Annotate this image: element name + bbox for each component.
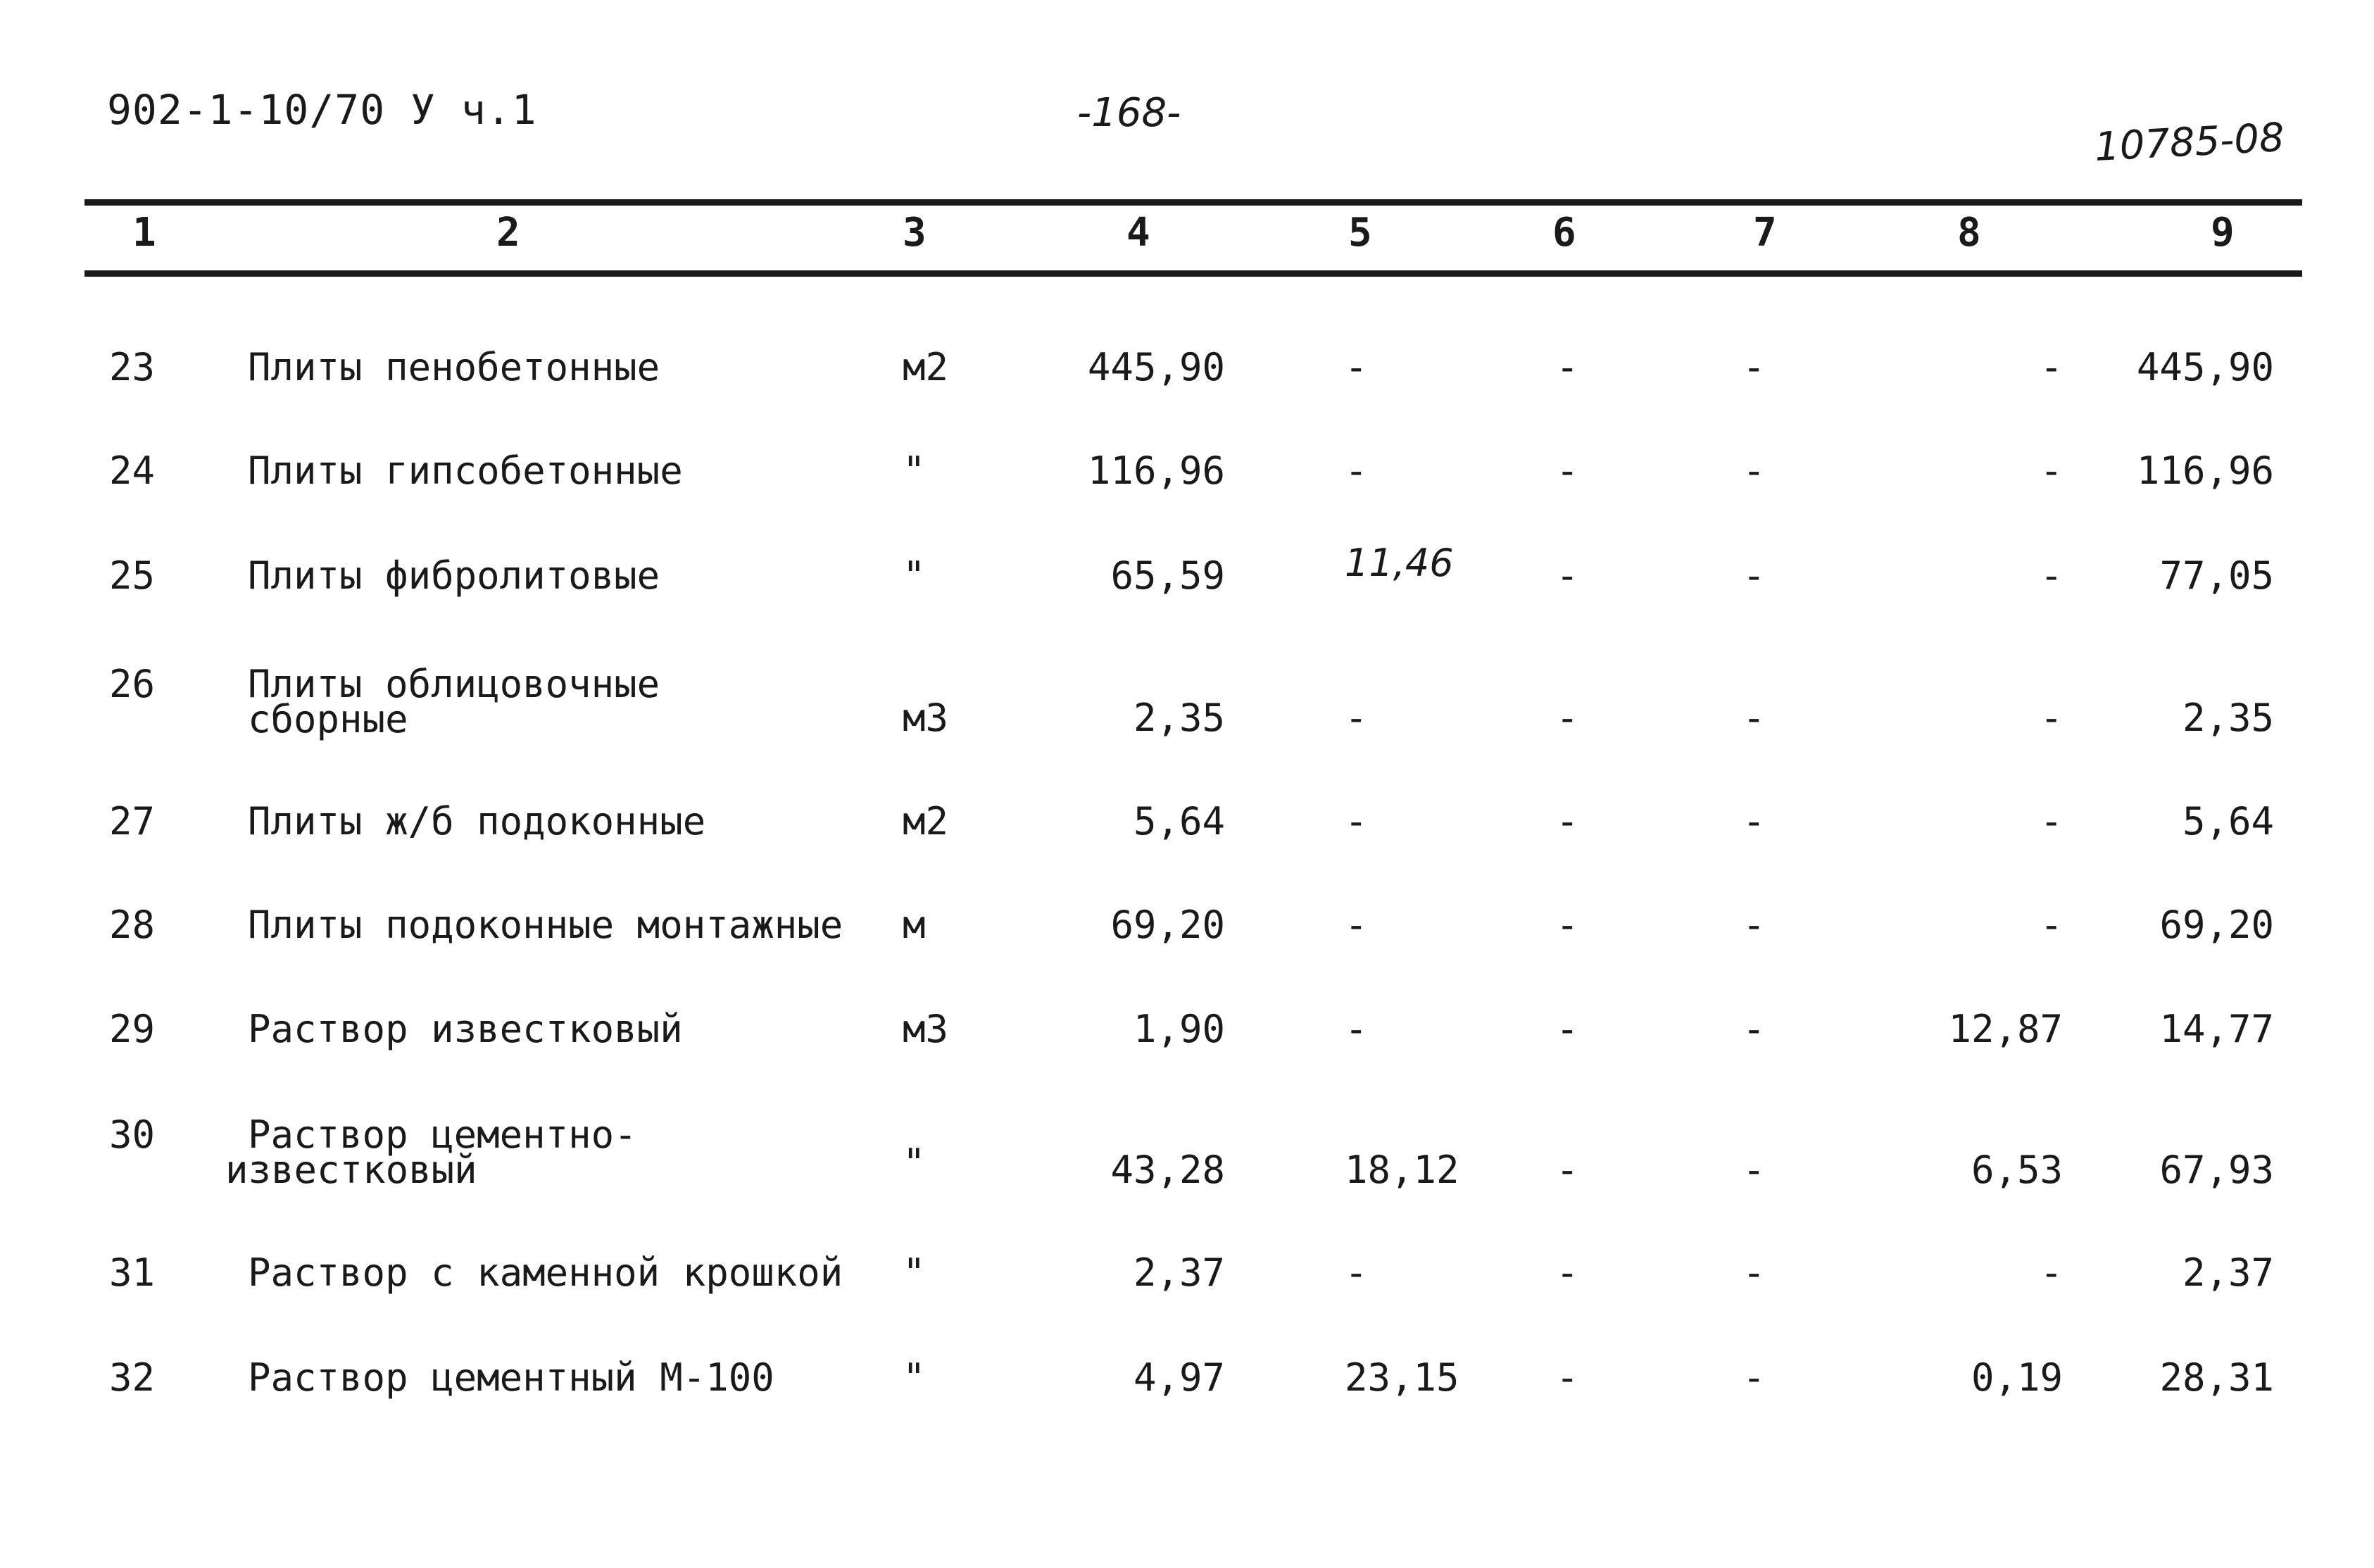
value-col5: - — [1345, 799, 1368, 843]
value-col6: - — [1556, 553, 1579, 598]
value-col6: - — [1556, 1250, 1579, 1295]
material-name-continued: известковый — [225, 1148, 477, 1192]
handwritten-value-col5: 11,46 — [1345, 541, 1454, 585]
value-col5: - — [1345, 903, 1368, 947]
value-total: 2,35 — [2182, 696, 2274, 740]
value-col8: - — [2040, 799, 2063, 843]
row-number: 28 — [109, 903, 156, 947]
value-col6: - — [1556, 903, 1579, 947]
value-col5: - — [1345, 696, 1368, 740]
value-col8: - — [2040, 345, 2063, 389]
value-col8: - — [2040, 696, 2063, 740]
material-name: Раствор известковый — [248, 1007, 683, 1051]
table-row — [0, 799, 2374, 884]
column-number: 3 — [903, 210, 927, 256]
value-col8: - — [2040, 449, 2063, 493]
value-total: 28,31 — [2159, 1355, 2274, 1400]
column-number: 5 — [1348, 210, 1372, 256]
table-row — [0, 662, 2374, 760]
value-col7: - — [1742, 696, 1766, 740]
column-number: 2 — [496, 210, 520, 256]
row-number: 30 — [109, 1112, 156, 1157]
value-col4: 43,28 — [1110, 1148, 1225, 1192]
value-total: 67,93 — [2159, 1148, 2274, 1192]
value-col6: - — [1556, 345, 1579, 389]
value-col4: 116,96 — [1087, 449, 1225, 493]
table-row — [0, 449, 2374, 533]
column-number: 7 — [1753, 210, 1777, 256]
unit: м3 — [903, 696, 949, 740]
value-total: 2,37 — [2182, 1250, 2274, 1295]
archive-number: 10785-08 — [2093, 114, 2286, 171]
row-number: 26 — [109, 662, 156, 706]
value-col5: 18,12 — [1345, 1148, 1459, 1192]
value-total: 69,20 — [2159, 903, 2274, 947]
value-total: 14,77 — [2159, 1007, 2274, 1051]
unit: " — [903, 1355, 926, 1400]
table-row — [0, 903, 2374, 987]
material-name-continued: сборные — [248, 697, 408, 741]
value-col7: - — [1742, 903, 1766, 947]
material-name: Плиты фибролитовые — [248, 553, 660, 598]
material-name: Раствор цементный М-100 — [248, 1355, 774, 1400]
value-col4: 69,20 — [1110, 903, 1225, 947]
page-number: -168- — [1077, 90, 1181, 136]
row-number: 31 — [109, 1250, 156, 1295]
value-col5: - — [1345, 345, 1368, 389]
row-number: 29 — [109, 1007, 156, 1051]
table-row — [0, 541, 2374, 638]
row-number: 25 — [109, 553, 156, 598]
value-col4: 5,64 — [1133, 799, 1225, 843]
value-col8: 0,19 — [1971, 1355, 2063, 1400]
table-row — [0, 345, 2374, 429]
value-col6: - — [1556, 799, 1579, 843]
value-col7: - — [1742, 1007, 1766, 1051]
column-number: 1 — [132, 210, 156, 256]
table-header-rule — [84, 270, 2302, 277]
value-col4: 4,97 — [1133, 1355, 1225, 1400]
value-col7: - — [1742, 553, 1766, 598]
unit: м2 — [903, 799, 949, 843]
value-total: 77,05 — [2159, 553, 2274, 598]
table-row — [0, 1112, 2374, 1211]
unit: " — [903, 449, 926, 493]
column-number: 8 — [1957, 210, 1981, 256]
table-top-rule — [84, 199, 2302, 206]
row-number: 24 — [109, 449, 156, 493]
row-number: 23 — [109, 345, 156, 389]
value-col7: - — [1742, 1148, 1766, 1192]
value-col6: - — [1556, 449, 1579, 493]
value-col5: - — [1345, 1250, 1368, 1295]
value-total: 116,96 — [2136, 449, 2274, 493]
value-col4: 1,90 — [1133, 1007, 1225, 1051]
value-col4: 2,35 — [1133, 696, 1225, 740]
unit: м2 — [903, 345, 949, 389]
unit: " — [903, 1141, 926, 1185]
material-name: Плиты пенобетонные — [248, 345, 660, 389]
value-col8: 12,87 — [1948, 1007, 2063, 1051]
unit: м3 — [903, 1007, 949, 1051]
table-row — [0, 1250, 2374, 1335]
value-col4: 65,59 — [1110, 553, 1225, 598]
material-name: Плиты облицовочные — [248, 662, 660, 706]
value-total: 5,64 — [2182, 799, 2274, 843]
value-col7: - — [1742, 1355, 1766, 1400]
unit: м — [903, 903, 926, 947]
value-col7: - — [1742, 799, 1766, 843]
value-col7: - — [1742, 345, 1766, 389]
material-name: Плиты гипсобетонные — [248, 449, 683, 493]
unit: " — [903, 553, 926, 598]
value-col4: 445,90 — [1087, 345, 1225, 389]
column-number: 9 — [2211, 210, 2235, 256]
value-col5: - — [1345, 1007, 1368, 1051]
material-name: Плиты подоконные монтажные — [248, 903, 843, 947]
value-col8: - — [2040, 553, 2063, 598]
value-col8: 6,53 — [1971, 1148, 2063, 1192]
value-col4: 2,37 — [1133, 1250, 1225, 1295]
value-col5: 23,15 — [1345, 1355, 1459, 1400]
column-number: 4 — [1126, 210, 1150, 256]
value-col7: - — [1742, 449, 1766, 493]
value-col8: - — [2040, 1250, 2063, 1295]
table-row — [0, 1355, 2374, 1440]
value-col6: - — [1556, 696, 1579, 740]
value-total: 445,90 — [2136, 345, 2274, 389]
unit: " — [903, 1250, 926, 1295]
document-code: 902-1-10/70 У ч.1 — [107, 86, 537, 134]
table-row — [0, 1007, 2374, 1091]
material-name: Раствор цементно- — [248, 1112, 637, 1157]
material-name: Плиты ж/б подоконные — [248, 799, 706, 843]
value-col7: - — [1742, 1250, 1766, 1295]
row-number: 27 — [109, 799, 156, 843]
value-col6: - — [1556, 1355, 1579, 1400]
row-number: 32 — [109, 1355, 156, 1400]
value-col5: - — [1345, 449, 1368, 493]
column-number: 6 — [1552, 210, 1576, 256]
value-col8: - — [2040, 903, 2063, 947]
value-col6: - — [1556, 1007, 1579, 1051]
value-col6: - — [1556, 1148, 1579, 1192]
material-name: Раствор с каменной крошкой — [248, 1250, 843, 1295]
